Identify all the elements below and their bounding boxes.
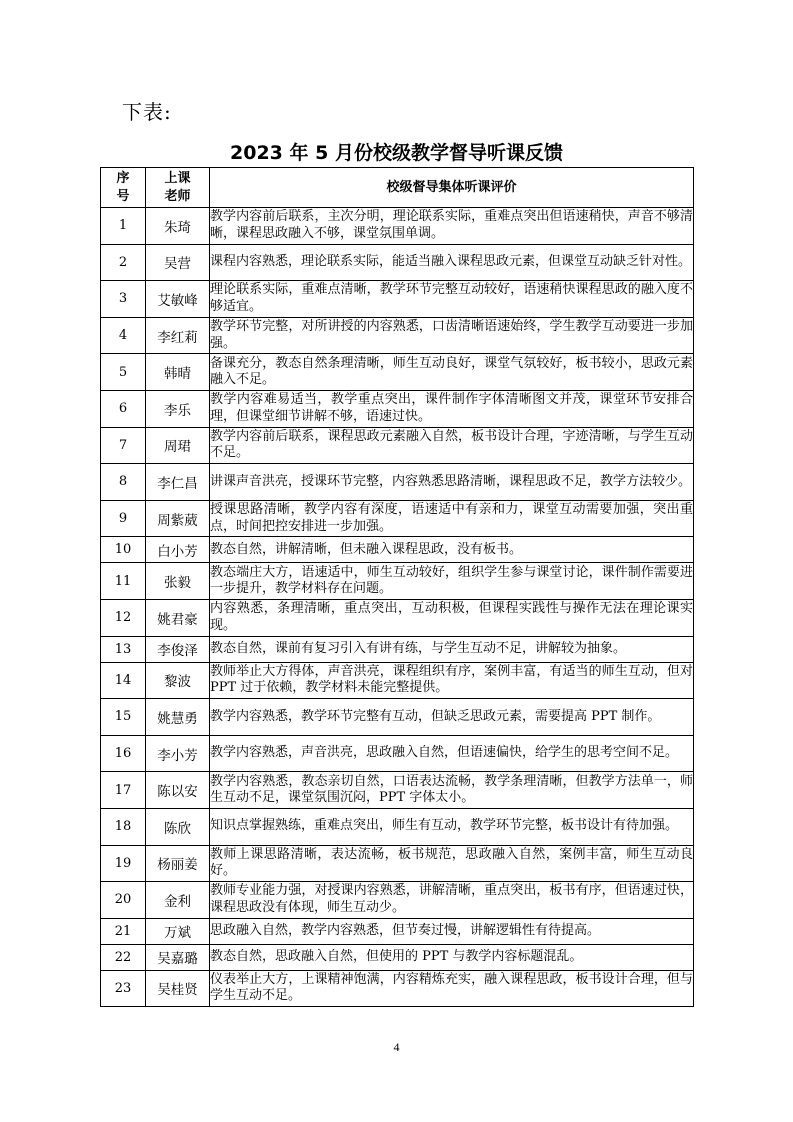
row-teacher: 吴营 xyxy=(146,244,210,281)
row-teacher: 李小芳 xyxy=(146,735,210,772)
row-teacher: 万斌 xyxy=(146,918,210,944)
row-evaluation: 教态自然，思政融入自然，但使用的 PPT 与教学内容标题混乱。 xyxy=(210,944,694,970)
row-teacher: 吴桂贤 xyxy=(146,970,210,1007)
row-teacher: 吴嘉璐 xyxy=(146,944,210,970)
row-evaluation: 教师举止大方得体，声音洪亮，课程组织有序，案例丰富，有适当的师生互动，但对 PPT 过于依赖，教学材料未能完整提供。 xyxy=(210,662,694,699)
row-index: 10 xyxy=(101,537,146,563)
row-evaluation: 备课充分，教态自然条理清晰，师生互动良好，课堂气氛较好，板书较小，思政元素融入不足。 xyxy=(210,354,694,391)
row-evaluation: 教学内容难易适当，教学重点突出，课件制作字体清晰图文并茂，课堂环节安排合理，但课堂细节讲解不够，语速过快。 xyxy=(210,390,694,427)
table-row xyxy=(101,845,694,882)
row-evaluation: 教学内容熟悉，教学环节完整有互动，但缺乏思政元素，需要提高 PPT 制作。 xyxy=(210,699,694,736)
row-teacher: 李红莉 xyxy=(146,317,210,354)
row-teacher: 张毅 xyxy=(146,563,210,600)
table-row xyxy=(101,464,694,501)
table-row xyxy=(101,735,694,772)
table-row xyxy=(101,918,694,944)
table-row xyxy=(101,599,694,636)
table-row xyxy=(101,427,694,464)
table-row xyxy=(101,537,694,563)
row-index: 15 xyxy=(101,699,146,736)
row-teacher: 姚君豪 xyxy=(146,599,210,636)
table-row xyxy=(101,662,694,699)
table-row xyxy=(101,699,694,736)
page-number: 4 xyxy=(393,1040,400,1054)
row-index: 8 xyxy=(101,464,146,501)
table-row xyxy=(101,882,694,919)
row-evaluation: 讲课声音洪亮，授课环节完整，内容熟悉思路清晰，课程思政不足，教学方法较少。 xyxy=(210,464,694,501)
row-evaluation: 教态端庄大方，语速适中，师生互动较好，组织学生参与课堂讨论，课件制作需要进一步提升，教学材料存在问题。 xyxy=(210,563,694,600)
row-teacher: 陈以安 xyxy=(146,772,210,809)
row-index: 11 xyxy=(101,563,146,600)
table-row xyxy=(101,500,694,537)
row-evaluation: 课程内容熟悉，理论联系实际，能适当融入课程思政元素，但课堂互动缺乏针对性。 xyxy=(210,244,694,281)
row-evaluation: 教师上课思路清晰，表达流畅，板书规范，思政融入自然，案例丰富，师生互动良好。 xyxy=(210,845,694,882)
table-row xyxy=(101,244,694,281)
header-teacher xyxy=(146,168,210,208)
row-teacher: 艾敏峰 xyxy=(146,281,210,318)
page-title: 2023 年 5 月份校级教学督导听课反馈 xyxy=(230,142,563,164)
table-row xyxy=(101,636,694,662)
header-index xyxy=(101,168,146,208)
row-index: 12 xyxy=(101,599,146,636)
header-evaluation: 校级督导集体听课评价 xyxy=(210,168,694,208)
row-index: 7 xyxy=(101,427,146,464)
row-teacher: 周珺 xyxy=(146,427,210,464)
row-teacher: 韩晴 xyxy=(146,354,210,391)
row-teacher: 周紫葳 xyxy=(146,500,210,537)
header-teacher-line: 老师 xyxy=(164,188,191,204)
row-evaluation: 教态自然，讲解清晰，但未融入课程思政，没有板书。 xyxy=(210,537,694,563)
row-index: 2 xyxy=(101,244,146,281)
table-row xyxy=(101,808,694,845)
row-evaluation: 教师专业能力强，对授课内容熟悉，讲解清晰，重点突出，板书有序，但语速过快，课程思政没有体现，师生互动少。 xyxy=(210,882,694,919)
row-index: 13 xyxy=(101,636,146,662)
table-row xyxy=(101,317,694,354)
row-index: 3 xyxy=(101,281,146,318)
table-row xyxy=(101,390,694,427)
row-evaluation: 授课思路清晰，教学内容有深度，语速适中有亲和力，课堂互动需要加强，突出重点，时间把控安排进一步加强。 xyxy=(210,500,694,537)
row-teacher: 杨丽姜 xyxy=(146,845,210,882)
header-index-line: 序 xyxy=(116,170,130,186)
row-evaluation: 教态自然，课前有复习引入有讲有练，与学生互动不足，讲解较为抽象。 xyxy=(210,636,694,662)
row-index: 23 xyxy=(101,970,146,1007)
row-evaluation: 教学内容前后联系，主次分明，理论联系实际，重难点突出但语速稍快，声音不够清晰，课程思政融入不够，课堂氛围单调。 xyxy=(210,208,694,245)
row-index: 6 xyxy=(101,390,146,427)
row-teacher: 白小芳 xyxy=(146,537,210,563)
row-teacher: 金利 xyxy=(146,882,210,919)
row-index: 21 xyxy=(101,918,146,944)
row-teacher: 黎波 xyxy=(146,662,210,699)
row-evaluation: 理论联系实际，重难点清晰，教学环节完整互动较好，语速稍快课程思政的融入度不够适宜。 xyxy=(210,281,694,318)
row-evaluation: 教学内容熟悉，声音洪亮，思政融入自然，但语速偏快，给学生的思考空间不足。 xyxy=(210,735,694,772)
table-row xyxy=(101,281,694,318)
intro-text: 下表: xyxy=(122,100,172,124)
evaluation-table xyxy=(100,167,694,1007)
row-evaluation: 仪表举止大方，上课精神饱满，内容精炼充实，融入课程思政，板书设计合理，但与学生互动不足。 xyxy=(210,970,694,1007)
row-teacher: 李乐 xyxy=(146,390,210,427)
table-header-row xyxy=(101,168,694,208)
row-teacher: 李仁昌 xyxy=(146,464,210,501)
table-row xyxy=(101,970,694,1007)
header-teacher-line: 上课 xyxy=(164,170,191,186)
row-index: 1 xyxy=(101,208,146,245)
row-evaluation: 教学内容熟悉，教态亲切自然，口语表达流畅，教学条理清晰，但教学方法单一，师生互动不足，课堂氛围沉闷，PPT 字体太小。 xyxy=(210,772,694,809)
table-row xyxy=(101,208,694,245)
table-row xyxy=(101,772,694,809)
row-index: 19 xyxy=(101,845,146,882)
row-teacher: 朱琦 xyxy=(146,208,210,245)
row-index: 9 xyxy=(101,500,146,537)
header-index-line: 号 xyxy=(116,188,130,204)
row-index: 17 xyxy=(101,772,146,809)
row-index: 4 xyxy=(101,317,146,354)
table-row xyxy=(101,944,694,970)
row-teacher: 姚慧勇 xyxy=(146,699,210,736)
row-index: 5 xyxy=(101,354,146,391)
table-body xyxy=(101,208,694,1007)
table-row xyxy=(101,354,694,391)
row-teacher: 李俊泽 xyxy=(146,636,210,662)
row-evaluation: 教学内容前后联系，课程思政元素融入自然，板书设计合理，字迹清晰，与学生互动不足。 xyxy=(210,427,694,464)
row-index: 20 xyxy=(101,882,146,919)
row-evaluation: 内容熟悉，条理清晰，重点突出，互动积极，但课程实践性与操作无法在理论课实现。 xyxy=(210,599,694,636)
row-index: 18 xyxy=(101,808,146,845)
row-evaluation: 思政融入自然，教学内容熟悉，但节奏过慢，讲解逻辑性有待提高。 xyxy=(210,918,694,944)
row-index: 16 xyxy=(101,735,146,772)
row-index: 22 xyxy=(101,944,146,970)
table-row xyxy=(101,563,694,600)
row-evaluation: 教学环节完整，对所讲授的内容熟悉，口齿清晰语速始终，学生教学互动要进一步加强。 xyxy=(210,317,694,354)
row-index: 14 xyxy=(101,662,146,699)
row-teacher: 陈欣 xyxy=(146,808,210,845)
row-evaluation: 知识点掌握熟练，重难点突出，师生有互动，教学环节完整，板书设计有待加强。 xyxy=(210,808,694,845)
